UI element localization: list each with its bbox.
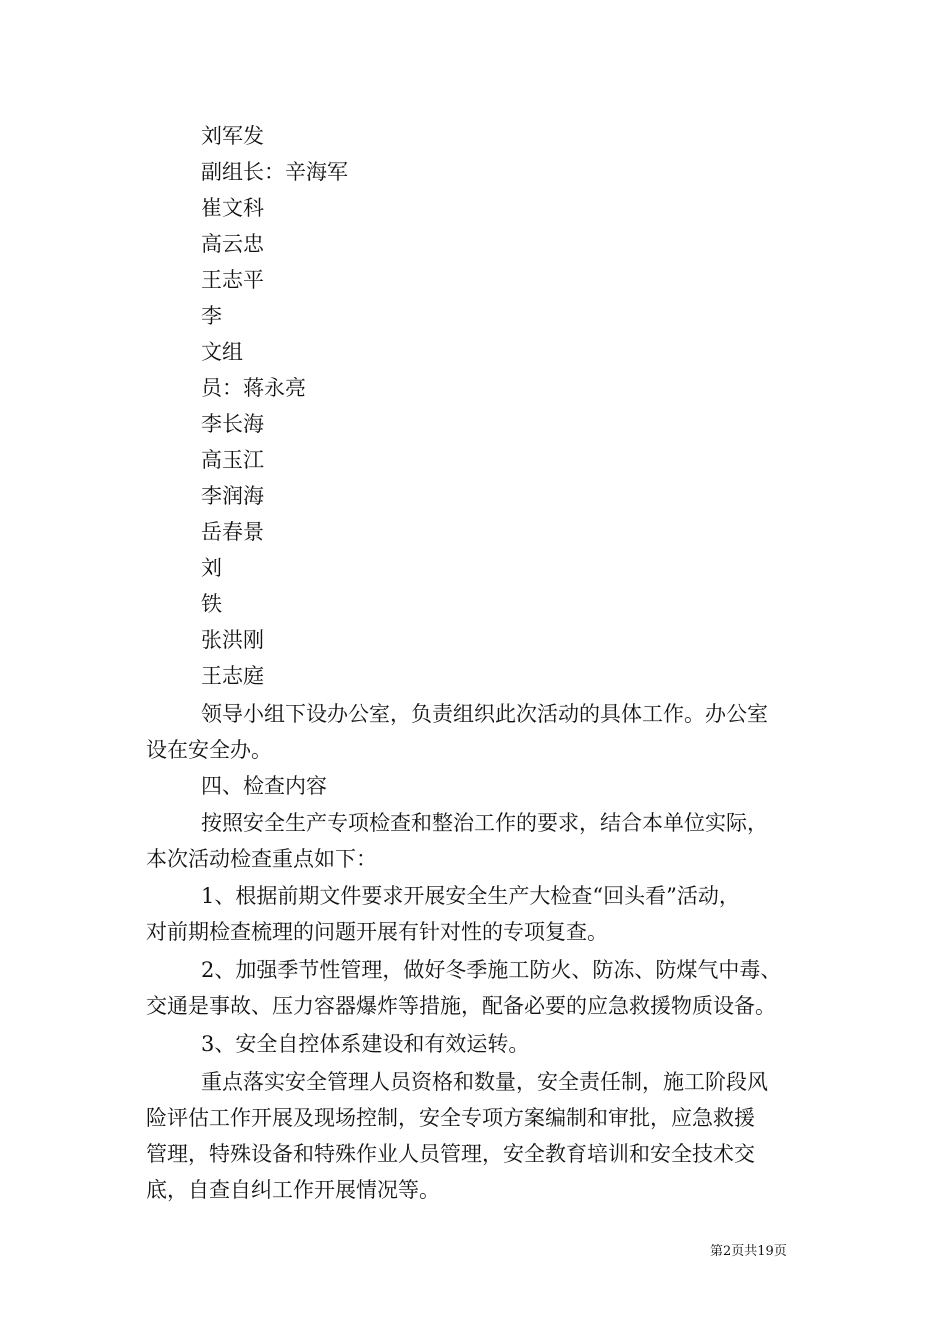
member-line: 员：蒋永亮 (201, 376, 306, 400)
member-line: 刘军发 (201, 124, 264, 148)
member-line: 刘 (201, 556, 222, 580)
member-line: 铁 (201, 592, 222, 616)
member-line: 副组长：辛海军 (201, 160, 348, 184)
focus-paragraph-line-1: 重点落实安全管理人员资格和数量，安全责任制，施工阶段风 (201, 1070, 768, 1094)
focus-paragraph-line-3: 管理，特殊设备和特殊作业人员管理，安全教育培训和安全技术交 (146, 1142, 755, 1166)
item-3-line: 3、安全自控体系建设和有效运转。 (201, 1032, 530, 1056)
member-line: 文组 (201, 340, 243, 364)
office-paragraph-line-2: 设在安全办。 (146, 738, 272, 762)
member-line: 王志庭 (201, 664, 264, 688)
member-line: 高玉江 (201, 448, 264, 472)
member-line: 李润海 (201, 484, 264, 508)
member-line: 李 (201, 304, 222, 328)
member-line: 王志平 (201, 268, 264, 292)
intro-paragraph-line-2: 本次活动检查重点如下： (146, 847, 377, 871)
item-1-line-2: 对前期检查梳理的问题开展有针对性的专项复查。 (146, 920, 608, 944)
focus-paragraph-line-4: 底，自查自纠工作开展情况等。 (146, 1178, 440, 1202)
intro-paragraph-line-1: 按照安全生产专项检查和整治工作的要求，结合本单位实际， (201, 811, 768, 835)
item-2-line-1: 2、加强季节性管理，做好冬季施工防火、防冻、防煤气中毒、 (201, 958, 782, 982)
member-line: 李长海 (201, 412, 264, 436)
member-line: 高云忠 (201, 232, 264, 256)
member-line: 岳春景 (201, 520, 264, 544)
section-heading: 四、检查内容 (201, 774, 327, 798)
item-1-line-1: 1、根据前期文件要求开展安全生产大检查“回头看”活动， (201, 884, 740, 908)
member-line: 张洪刚 (201, 628, 264, 652)
page-number-footer: 第2页共19页 (710, 1244, 787, 1259)
focus-paragraph-line-2: 险评估工作开展及现场控制，安全专项方案编制和审批，应急救援 (146, 1106, 755, 1130)
member-line: 崔文科 (201, 196, 264, 220)
office-paragraph-line-1: 领导小组下设办公室，负责组织此次活动的具体工作。办公室 (201, 702, 768, 726)
item-2-line-2: 交通是事故、压力容器爆炸等措施，配备必要的应急救援物质设备。 (146, 994, 776, 1018)
